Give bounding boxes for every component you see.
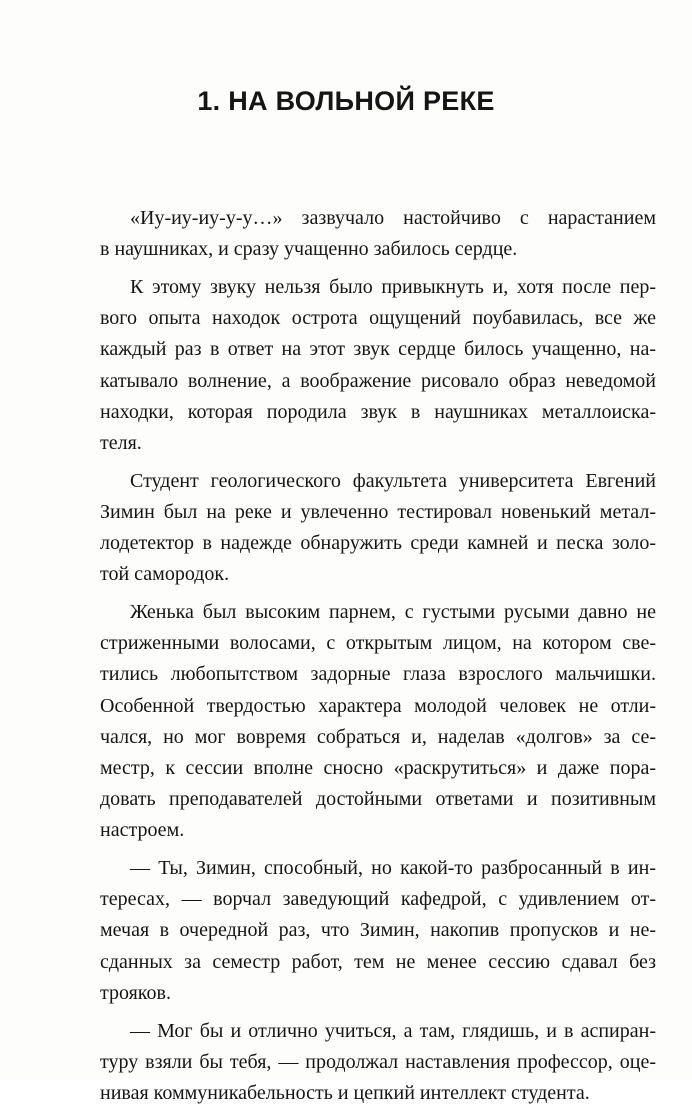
text-line: местр, к сессии вполне сносно «раскрутиться» и даже пора- (100, 756, 656, 779)
text-line: стриженными волосами, с открытым лицом, на котором све- (100, 632, 656, 655)
text-line: мечая в очередной раз, что Зимин, накопив пропусков и не- (100, 919, 656, 942)
text-line: каждый раз в ответ на этот звук сердце билось учащенно, на- (100, 338, 656, 361)
text-line: — Мог бы и отлично учиться, а там, глядишь, и в аспиран- (130, 1019, 656, 1042)
text-line: «Иу-иу-иу-у-у…» зазвучало настойчиво с нарастанием (130, 207, 656, 229)
paragraph (100, 853, 656, 1009)
text-line: Студент геологического факультета университета Евгений (130, 469, 656, 492)
text-line: тились любопытством задорные глаза взрослого мальчишки. (100, 663, 656, 686)
text-line: чался, но мог вовремя собраться и, наделав «долгов» за се- (100, 725, 656, 748)
text-line: находки, которая породила звук в наушниках металлоиска- (100, 400, 656, 423)
text-line: в наушниках, и сразу учащенно забилось сердце. (100, 238, 518, 261)
paragraph (100, 203, 656, 265)
text-line: К этому звуку нельзя было привыкнуть и, хотя после пер- (130, 275, 656, 298)
text-line: вого опыта находок острота ощущений поубавилась, все же (100, 307, 656, 330)
text-line: теля. (100, 431, 142, 454)
text-line: Зимин был на реке и увлеченно тестировал новенький метал- (100, 500, 656, 523)
text-line: довать преподавателей достойными ответами и позитивным (100, 788, 656, 811)
text-line: — Ты, Зимин, способный, но какой-то разбросанный в ин- (130, 857, 656, 880)
text-line: Особенной твердостью характера молодой человек не отли- (100, 694, 656, 717)
chapter-title: 1. НА ВОЛЬНОЙ РЕКЕ (197, 86, 495, 116)
text-line: тересах, — ворчал заведующий кафедрой, с удивлением от- (100, 888, 656, 911)
text-line: той самородок. (100, 563, 230, 586)
text-line: туру взяли бы тебя, — продолжал наставления профессор, оце- (100, 1050, 656, 1073)
text-line: катывало волнение, а воображение рисовало образ неведомой (100, 369, 656, 392)
text-line: нивая коммуникабельность и цепкий интеллект студента. (100, 1081, 590, 1104)
paragraph (100, 272, 656, 459)
text-line: Женька был высоким парнем, с густыми русыми давно не (130, 600, 656, 623)
text-line: сданных за семестр работ, тем не менее сессию сдавал без (100, 950, 656, 973)
chapter-text (100, 203, 656, 1116)
text-line: настроем. (100, 819, 185, 842)
text-line: трояков. (100, 981, 171, 1004)
paragraph (100, 597, 656, 847)
paragraph (100, 1016, 656, 1110)
paragraph (100, 466, 656, 591)
text-line: лодетектор в надежде обнаружить среди камней и песка золо- (100, 532, 656, 555)
